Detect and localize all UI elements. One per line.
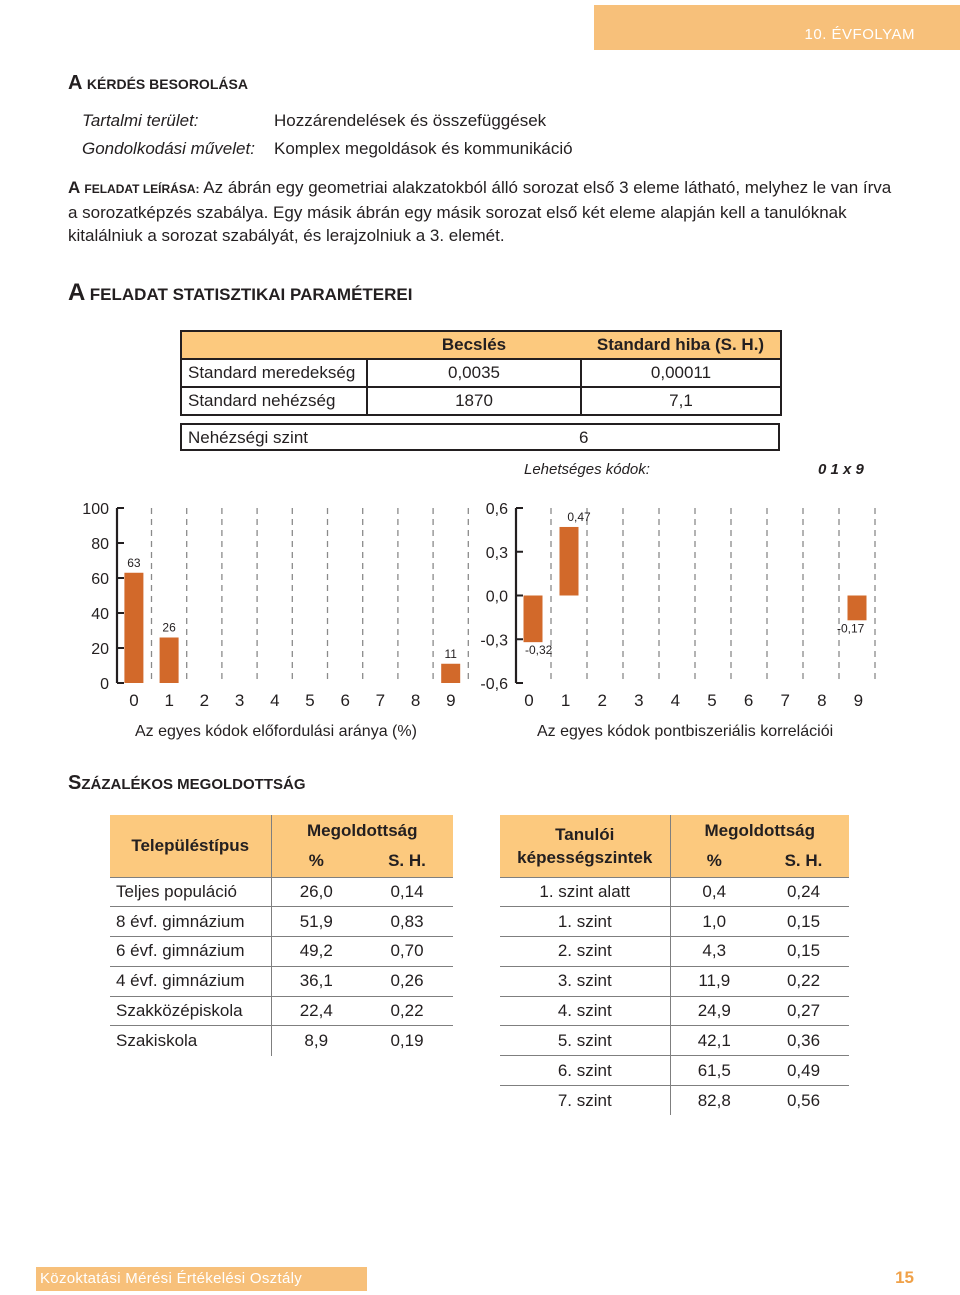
difficulty-box — [180, 423, 780, 451]
settlement-row — [110, 996, 453, 1026]
ability-row — [500, 877, 849, 907]
ability-header-line1: Tanulói — [555, 824, 615, 844]
task-text: Az ábrán egy geometriai alakzatokból álló sorozat első 3 eleme látható, melyhez le van írva a sorozatképzés szabálya. Egy másik ábrán egy másik sorozat első két eleme alapján kell a tanulóknak kitalálniuk a sorozat szabályát, és lerajzolniuk a 3. elemét. — [68, 178, 892, 245]
bar — [848, 596, 867, 621]
ability-cell-label: 1. szint alatt — [500, 877, 670, 907]
ability-cell-se: 0,27 — [758, 996, 849, 1026]
ability-row — [500, 937, 849, 967]
x-tick-label: 4 — [270, 691, 280, 710]
x-tick-label: 8 — [410, 691, 421, 710]
settlement-cell-pct: 8,9 — [271, 1026, 361, 1056]
x-tick-label: 2 — [199, 691, 210, 710]
ability-row — [500, 996, 849, 1026]
ability-cell-label: 5. szint — [500, 1026, 670, 1056]
params-header-estimate: Becslés — [367, 331, 581, 359]
x-tick-label: 2 — [597, 691, 607, 710]
settlement-cell-se: 0,26 — [361, 966, 453, 996]
task-label: FELADAT LEÍRÁSA: — [84, 182, 200, 196]
params-row-label: Standard meredekség — [181, 359, 367, 387]
bar-value-label: 0,47 — [567, 509, 591, 524]
settlement-table — [110, 815, 453, 1056]
ability-row — [500, 907, 849, 937]
ability-cell-se: 0,56 — [758, 1086, 849, 1116]
thinking-label: Gondolkodási művelet: — [82, 139, 255, 158]
settlement-cell-pct: 36,1 — [271, 966, 361, 996]
bar — [160, 638, 179, 684]
settlement-cell-label: Teljes populáció — [110, 877, 271, 907]
settlement-header-se: S. H. — [361, 846, 453, 877]
y-tick-label: 80 — [91, 536, 109, 553]
x-tick-label: 8 — [817, 691, 827, 710]
params-header-empty — [181, 331, 367, 359]
settlement-header-pct: % — [271, 846, 361, 877]
y-tick-label: 0 — [100, 676, 109, 693]
ability-cell-pct: 1,0 — [670, 907, 758, 937]
y-tick-label: 100 — [82, 501, 109, 518]
x-tick-label: 5 — [305, 691, 315, 710]
settlement-row — [110, 877, 453, 907]
settlement-cell-se: 0,70 — [361, 937, 453, 967]
ability-cell-pct: 11,9 — [670, 966, 758, 996]
bar-value-label: 63 — [127, 555, 141, 570]
ability-header-type — [500, 815, 670, 877]
ability-cell-pct: 4,3 — [670, 937, 758, 967]
y-tick-label: 0,3 — [485, 544, 508, 562]
x-tick-label: 9 — [853, 691, 864, 710]
settlement-row — [110, 907, 453, 937]
ability-row — [500, 966, 849, 996]
stats-title: A FELADAT STATISZTIKAI PARAMÉTEREI — [68, 279, 413, 306]
settlement-cell-pct: 49,2 — [271, 937, 361, 967]
settlement-cell-label: Szakközépiskola — [110, 996, 271, 1026]
params-header-se: Standard hiba (S. H.) — [581, 331, 781, 359]
x-tick-label: 5 — [707, 691, 717, 710]
settlement-cell-se: 0,22 — [361, 996, 453, 1026]
y-tick-label: 60 — [91, 571, 109, 588]
codes-value: 0 1 x 9 — [818, 461, 864, 478]
x-tick-label: 3 — [634, 691, 644, 710]
ability-cell-label: 1. szint — [500, 907, 670, 937]
settlement-cell-pct: 22,4 — [271, 996, 361, 1026]
y-tick-label: 0,0 — [485, 588, 508, 606]
x-tick-label: 3 — [234, 691, 245, 710]
ability-header-pct: % — [670, 846, 758, 877]
ability-cell-pct: 24,9 — [670, 996, 758, 1026]
ability-cell-label: 2. szint — [500, 937, 670, 967]
x-tick-label: 7 — [375, 691, 386, 710]
ability-header-group: Megoldottság — [670, 815, 849, 846]
correlation-chart-caption: Az egyes kódok pontbiszeriális korrelációi — [537, 723, 834, 740]
ability-cell-se: 0,15 — [758, 907, 849, 937]
page-number: 15 — [895, 1268, 914, 1287]
content-area-value: Hozzárendelések és összefüggések — [274, 111, 547, 130]
settlement-cell-label: Szakiskola — [110, 1026, 271, 1056]
stats-title-rest: FELADAT STATISZTIKAI PARAMÉTEREI — [89, 285, 413, 304]
x-tick-label: 4 — [670, 691, 681, 710]
bar — [560, 527, 579, 596]
ability-row — [500, 1056, 849, 1086]
settlement-header-type: Településtípus — [110, 815, 271, 877]
ability-header-line2: képességszintek — [517, 847, 653, 867]
settlement-cell-pct: 51,9 — [271, 907, 361, 937]
settlement-cell-se: 0,83 — [361, 907, 453, 937]
thinking-value: Komplex megoldások és kommunikáció — [274, 139, 573, 158]
content-area-label: Tartalmi terület: — [82, 111, 199, 130]
classification-title: A KÉRDÉS BESOROLÁSA — [68, 72, 248, 94]
settlement-row — [110, 937, 453, 967]
ability-cell-se: 0,22 — [758, 966, 849, 996]
footer-org: Közoktatási Mérési Értékelési Osztály — [40, 1270, 303, 1287]
ability-cell-pct: 0,4 — [670, 877, 758, 907]
percent-title-rest: ZÁZALÉKOS MEGOLDOTTSÁG — [81, 776, 306, 793]
bar-value-label: -0,17 — [837, 621, 865, 636]
bar — [124, 573, 143, 683]
settlement-cell-pct: 26,0 — [271, 877, 361, 907]
ability-cell-pct: 61,5 — [670, 1056, 758, 1086]
ability-cell-se: 0,36 — [758, 1026, 849, 1056]
ability-table — [500, 815, 849, 1115]
params-row — [181, 387, 781, 415]
params-row-label: Standard nehézség — [181, 387, 367, 415]
parameters-table — [180, 330, 782, 416]
bar-value-label: -0,32 — [525, 643, 553, 658]
ability-row — [500, 1026, 849, 1056]
codes-label: Lehetséges kódok: — [524, 461, 650, 478]
settlement-cell-label: 4 évf. gimnázium — [110, 966, 271, 996]
ability-cell-label: 3. szint — [500, 966, 670, 996]
ability-cell-se: 0,49 — [758, 1056, 849, 1086]
ability-cell-pct: 42,1 — [670, 1026, 758, 1056]
settlement-cell-se: 0,14 — [361, 877, 453, 907]
settlement-cell-se: 0,19 — [361, 1026, 453, 1056]
x-tick-label: 1 — [560, 691, 571, 710]
settlement-header-group: Megoldottság — [271, 815, 453, 846]
header-band — [594, 5, 960, 50]
ability-row — [500, 1086, 849, 1116]
params-row — [181, 359, 781, 387]
y-tick-label: 40 — [91, 606, 109, 623]
settlement-cell-label: 8 évf. gimnázium — [110, 907, 271, 937]
settlement-cell-label: 6 évf. gimnázium — [110, 937, 271, 967]
percent-title: SZÁZALÉKOS MEGOLDOTTSÁG — [68, 772, 306, 794]
y-tick-label: 0,6 — [485, 501, 508, 518]
difficulty-value: 6 — [579, 428, 589, 447]
footer-band — [36, 1267, 367, 1291]
params-row-se: 0,00011 — [581, 359, 781, 387]
grade-label: 10. ÉVFOLYAM — [804, 26, 915, 43]
ability-cell-label: 4. szint — [500, 996, 670, 1026]
ability-cell-label: 7. szint — [500, 1086, 670, 1116]
x-tick-label: 0 — [524, 691, 534, 710]
settlement-row — [110, 1026, 453, 1056]
params-row-estimate: 0,0035 — [367, 359, 581, 387]
bar-value-label: 26 — [162, 620, 176, 635]
x-tick-label: 1 — [164, 691, 174, 710]
y-tick-label: -0,6 — [480, 676, 508, 693]
bar — [441, 664, 460, 683]
ability-header-se: S. H. — [758, 846, 849, 877]
y-tick-label: 20 — [91, 641, 109, 658]
ability-cell-se: 0,15 — [758, 937, 849, 967]
x-tick-label: 0 — [129, 691, 139, 710]
params-row-estimate: 1870 — [367, 387, 581, 415]
settlement-row — [110, 966, 453, 996]
params-row-se: 7,1 — [581, 387, 781, 415]
ability-cell-pct: 82,8 — [670, 1086, 758, 1116]
x-tick-label: 9 — [446, 691, 456, 710]
ability-cell-label: 6. szint — [500, 1056, 670, 1086]
frequency-chart-caption: Az egyes kódok előfordulási aránya (%) — [135, 723, 417, 740]
frequency-chart — [60, 490, 470, 715]
ability-cell-se: 0,24 — [758, 877, 849, 907]
difficulty-label: Nehézségi szint — [188, 428, 309, 447]
bar-value-label: 11 — [444, 646, 457, 661]
x-tick-label: 7 — [780, 691, 790, 710]
classification-title-rest: KÉRDÉS BESOROLÁSA — [86, 76, 248, 92]
bar — [524, 596, 543, 643]
task-description: A FELADAT LEÍRÁSA: Az ábrán egy geometriai alakzatokból álló sorozat első 3 eleme látható, melyhez le van írva a sorozatképzés szabálya. Egy másik ábrán egy másik sorozat első két eleme alapján kell a tanulóknak kitalálniuk a sorozat szabályát, és lerajzolniuk a 3. elemét. — [68, 178, 892, 245]
x-tick-label: 6 — [340, 691, 350, 710]
correlation-chart — [470, 490, 890, 715]
x-tick-label: 6 — [743, 691, 754, 710]
y-tick-label: -0,3 — [480, 632, 508, 650]
